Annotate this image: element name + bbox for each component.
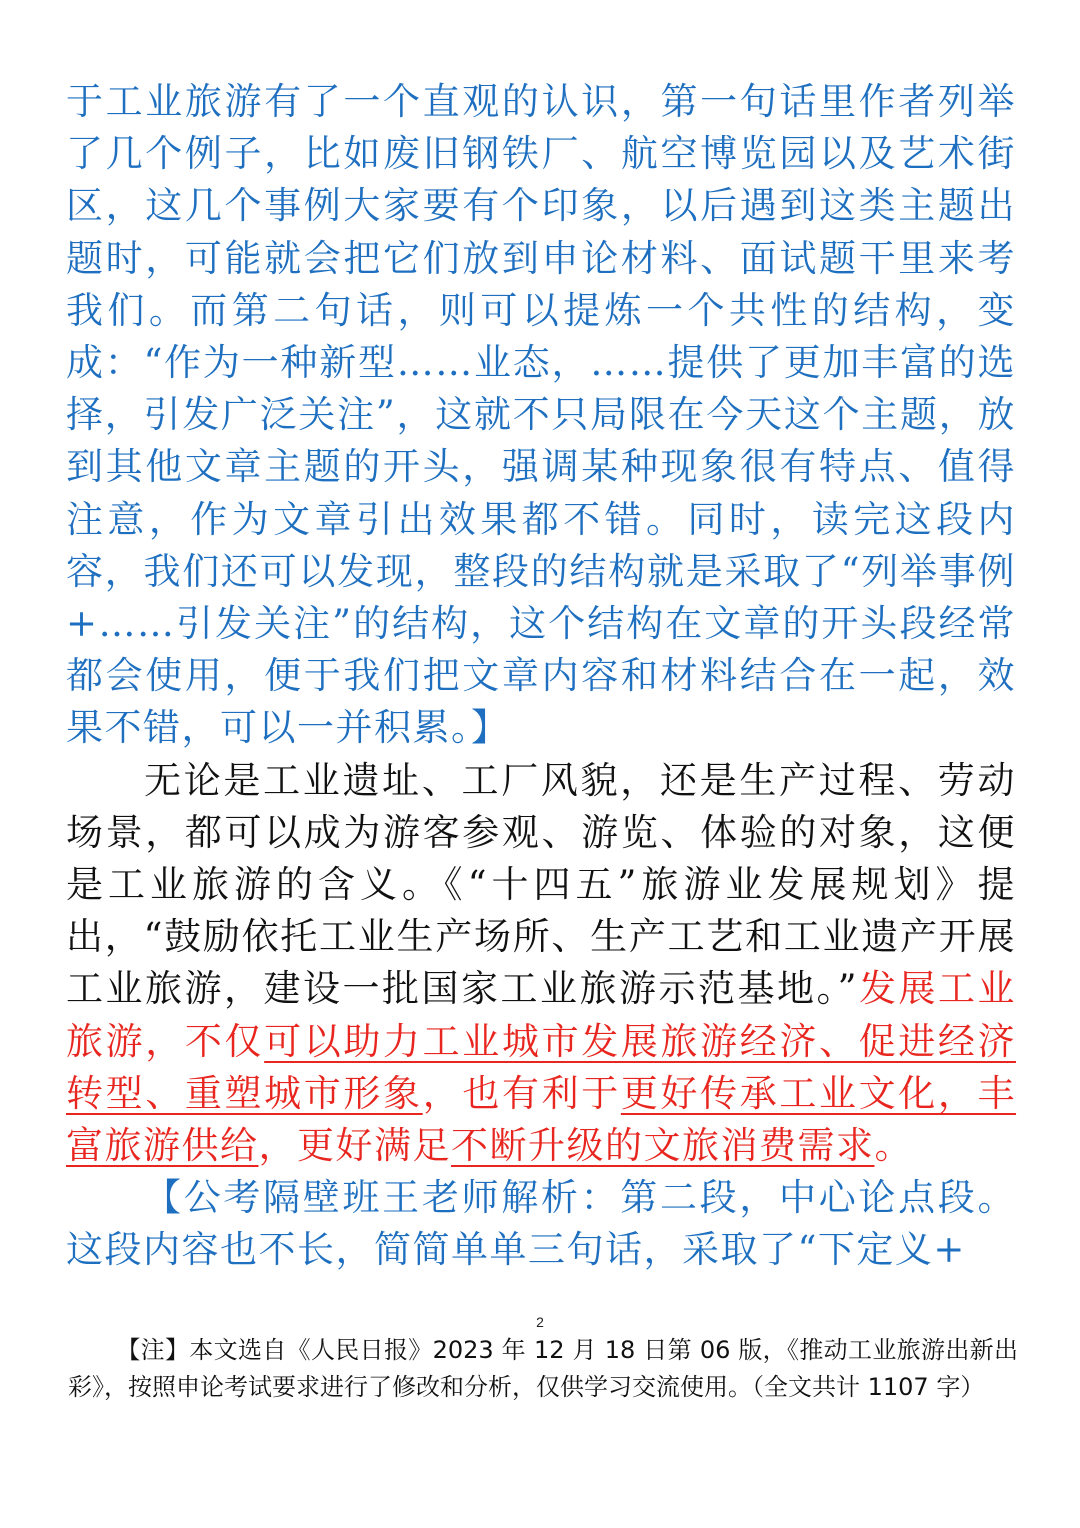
footnote-text: 【注】本文选自《人民日报》2023 年 12 月 18 日第 06 版，《推动工业旅游出新出彩》，按照申论考试要求进行了修改和分析，仅供学习交流使用。（全文共计 1107 字） [68, 1336, 1018, 1401]
article-plain-text: 无论是工业遗址、工厂风貌，还是生产过程、劳动场景，都可以成为游客参观、游览、体验的对象，这便是工业旅游的含义。《“十四五”旅游业发展规划》提出，“鼓励依托工业生产场所、生产工艺和工业遗产开展工业旅游，建设一批国家工业旅游示范基地。” [66, 758, 1016, 1011]
highlight-lead: 发展工业旅游，不仅 [66, 967, 1016, 1063]
highlight-underlined-3: 不断升级的文旅消费需求 [451, 1124, 875, 1168]
main-text-block [66, 76, 1016, 1277]
footnote [68, 1332, 1018, 1406]
commentary-paragraph-1: 于工业旅游有了一个直观的认识，第一句话里作者列举了几个例子，比如废旧钢铁厂、航空博览园以及艺术街区，这几个事例大家要有个印象，以后遇到这类主题出题时，可能就会把它们放到申论材料、面试题干里来考我们。而第二句话，则可以提炼一个共性的结构，变成：“作为一种新型……业态，……提供了更加丰富的选择，引发广泛关注”，这就不只局限在今天这个主题，放到其他文章主题的开头，强调某种现象很有特点、值得注意，作为文章引出效果都不错。同时，读完这段内容，我们还可以发现，整段的结构就是采取了“列举事例+……引发关注”的结构，这个结构在文章的开头段经常都会使用，便于我们把文章内容和材料结合在一起，效果不错，可以一并积累。】 [66, 80, 1016, 750]
highlight-mid: ，也有利于 [422, 1071, 621, 1115]
highlight-underlined-2: 更好传承工业文化，丰富旅游供给 [66, 1071, 1017, 1168]
highlight-underlined-1: 可以助力工业城市发展旅游经济、促进经济转型、重塑城市形象 [66, 1019, 1017, 1115]
highlight-end: 。 [874, 1124, 913, 1168]
commentary-paragraph-2: 【公考隔壁班王老师解析：第二段，中心论点段。这段内容也不长，简简单单三句话，采取了“下定义+ [66, 1176, 1016, 1272]
highlight-mid-2: ，更好满足 [258, 1124, 451, 1168]
article-paragraph [66, 755, 1016, 1173]
page-number: 2 [536, 1314, 544, 1330]
